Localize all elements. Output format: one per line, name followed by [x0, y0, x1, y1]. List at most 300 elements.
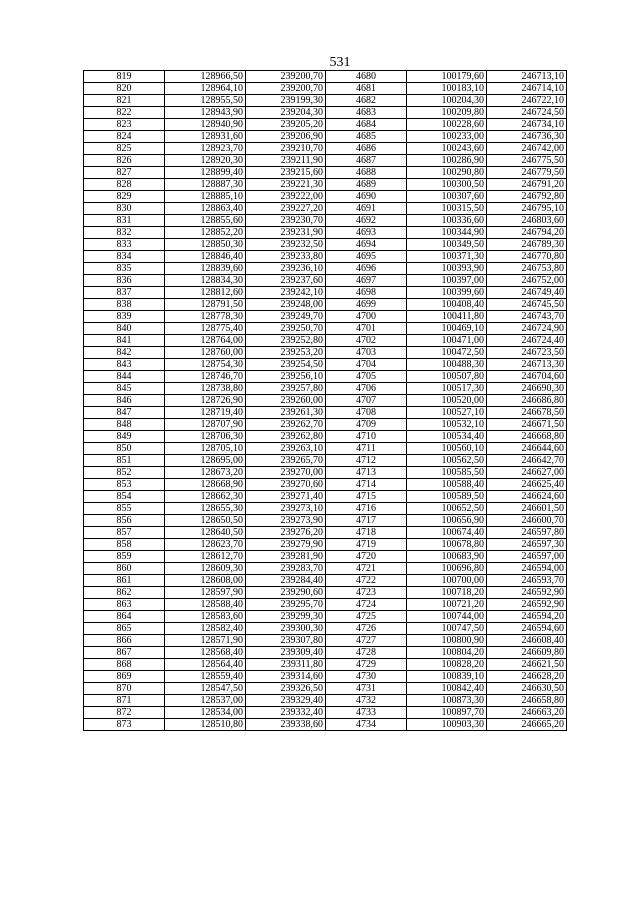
- x-coordinate-left-cell: 128754,30: [165, 359, 246, 371]
- point-number-right-cell: 4698: [326, 287, 407, 299]
- point-number-right-cell: 4717: [326, 515, 407, 527]
- y-coordinate-left-cell: 239199,30: [246, 95, 326, 107]
- table-row: [84, 335, 567, 347]
- point-number-right-cell: 4708: [326, 407, 407, 419]
- x-coordinate-right-cell: 100411,80: [407, 311, 487, 323]
- table-row: [84, 551, 567, 563]
- y-coordinate-right-cell: 246789,30: [487, 239, 567, 251]
- point-number-right-cell: 4703: [326, 347, 407, 359]
- point-number-right-cell: 4719: [326, 539, 407, 551]
- y-coordinate-left-cell: 239273,10: [246, 503, 326, 515]
- point-number-left-cell: 856: [84, 515, 165, 527]
- y-coordinate-left-cell: 239260,00: [246, 395, 326, 407]
- point-number-left-cell: 851: [84, 455, 165, 467]
- x-coordinate-left-cell: 128534,00: [165, 707, 246, 719]
- table-row: [84, 167, 567, 179]
- x-coordinate-left-cell: 128547,50: [165, 683, 246, 695]
- point-number-right-cell: 4701: [326, 323, 407, 335]
- table-row: [84, 107, 567, 119]
- point-number-left-cell: 867: [84, 647, 165, 659]
- x-coordinate-right-cell: 100678,80: [407, 539, 487, 551]
- x-coordinate-right-cell: 100534,40: [407, 431, 487, 443]
- point-number-right-cell: 4685: [326, 131, 407, 143]
- y-coordinate-right-cell: 246745,50: [487, 299, 567, 311]
- x-coordinate-right-cell: 100243,60: [407, 143, 487, 155]
- y-coordinate-right-cell: 246601,50: [487, 503, 567, 515]
- y-coordinate-left-cell: 239283,70: [246, 563, 326, 575]
- point-number-right-cell: 4691: [326, 203, 407, 215]
- x-coordinate-right-cell: 100589,50: [407, 491, 487, 503]
- point-number-left-cell: 834: [84, 251, 165, 263]
- y-coordinate-left-cell: 239250,70: [246, 323, 326, 335]
- x-coordinate-right-cell: 100228,60: [407, 119, 487, 131]
- y-coordinate-right-cell: 246663,20: [487, 707, 567, 719]
- table-row: [84, 143, 567, 155]
- table-row: [84, 179, 567, 191]
- x-coordinate-left-cell: 128655,30: [165, 503, 246, 515]
- y-coordinate-left-cell: 239204,30: [246, 107, 326, 119]
- point-number-right-cell: 4716: [326, 503, 407, 515]
- x-coordinate-right-cell: 100903,30: [407, 719, 487, 731]
- point-number-left-cell: 865: [84, 623, 165, 635]
- y-coordinate-right-cell: 246642,70: [487, 455, 567, 467]
- x-coordinate-right-cell: 100183,10: [407, 83, 487, 95]
- x-coordinate-right-cell: 100656,90: [407, 515, 487, 527]
- x-coordinate-right-cell: 100700,00: [407, 575, 487, 587]
- table-row: [84, 695, 567, 707]
- y-coordinate-right-cell: 246624,60: [487, 491, 567, 503]
- point-number-left-cell: 864: [84, 611, 165, 623]
- y-coordinate-right-cell: 246713,10: [487, 71, 567, 83]
- x-coordinate-left-cell: 128662,30: [165, 491, 246, 503]
- x-coordinate-right-cell: 100696,80: [407, 563, 487, 575]
- point-number-right-cell: 4690: [326, 191, 407, 203]
- x-coordinate-left-cell: 128707,90: [165, 419, 246, 431]
- point-number-left-cell: 845: [84, 383, 165, 395]
- table-row: [84, 347, 567, 359]
- table-row: [84, 671, 567, 683]
- point-number-left-cell: 872: [84, 707, 165, 719]
- point-number-left-cell: 863: [84, 599, 165, 611]
- point-number-right-cell: 4696: [326, 263, 407, 275]
- y-coordinate-right-cell: 246686,80: [487, 395, 567, 407]
- table-row: [84, 527, 567, 539]
- y-coordinate-right-cell: 246743,70: [487, 311, 567, 323]
- table-row: [84, 395, 567, 407]
- table-row: [84, 83, 567, 95]
- point-number-right-cell: 4709: [326, 419, 407, 431]
- table-row: [84, 71, 567, 83]
- table-row: [84, 311, 567, 323]
- y-coordinate-left-cell: 239326,50: [246, 683, 326, 695]
- point-number-right-cell: 4720: [326, 551, 407, 563]
- table-row: [84, 131, 567, 143]
- y-coordinate-right-cell: 246803,60: [487, 215, 567, 227]
- point-number-right-cell: 4684: [326, 119, 407, 131]
- y-coordinate-right-cell: 246594,00: [487, 563, 567, 575]
- point-number-right-cell: 4715: [326, 491, 407, 503]
- table-row: [84, 215, 567, 227]
- point-number-right-cell: 4734: [326, 719, 407, 731]
- table-row: [84, 707, 567, 719]
- x-coordinate-right-cell: 100718,20: [407, 587, 487, 599]
- point-number-left-cell: 833: [84, 239, 165, 251]
- point-number-left-cell: 842: [84, 347, 165, 359]
- y-coordinate-left-cell: 239279,90: [246, 539, 326, 551]
- y-coordinate-left-cell: 239314,60: [246, 671, 326, 683]
- point-number-left-cell: 847: [84, 407, 165, 419]
- point-number-left-cell: 855: [84, 503, 165, 515]
- point-number-right-cell: 4687: [326, 155, 407, 167]
- x-coordinate-left-cell: 128931,60: [165, 131, 246, 143]
- y-coordinate-right-cell: 246770,80: [487, 251, 567, 263]
- table-row: [84, 239, 567, 251]
- point-number-left-cell: 821: [84, 95, 165, 107]
- x-coordinate-left-cell: 128609,30: [165, 563, 246, 575]
- y-coordinate-right-cell: 246597,80: [487, 527, 567, 539]
- x-coordinate-right-cell: 100674,40: [407, 527, 487, 539]
- point-number-left-cell: 822: [84, 107, 165, 119]
- x-coordinate-left-cell: 128726,90: [165, 395, 246, 407]
- point-number-left-cell: 854: [84, 491, 165, 503]
- x-coordinate-right-cell: 100349,50: [407, 239, 487, 251]
- x-coordinate-right-cell: 100828,20: [407, 659, 487, 671]
- table-row: [84, 275, 567, 287]
- point-number-right-cell: 4692: [326, 215, 407, 227]
- y-coordinate-left-cell: 239265,70: [246, 455, 326, 467]
- y-coordinate-left-cell: 239273,90: [246, 515, 326, 527]
- x-coordinate-left-cell: 128887,30: [165, 179, 246, 191]
- table-row: [84, 371, 567, 383]
- page-number: 531: [329, 55, 351, 70]
- x-coordinate-left-cell: 128760,00: [165, 347, 246, 359]
- point-number-right-cell: 4710: [326, 431, 407, 443]
- point-number-left-cell: 843: [84, 359, 165, 371]
- y-coordinate-right-cell: 246597,00: [487, 551, 567, 563]
- x-coordinate-left-cell: 128571,90: [165, 635, 246, 647]
- point-number-left-cell: 868: [84, 659, 165, 671]
- table-row: [84, 287, 567, 299]
- x-coordinate-right-cell: 100344,90: [407, 227, 487, 239]
- table-row: [84, 635, 567, 647]
- table-row: [84, 323, 567, 335]
- x-coordinate-left-cell: 128778,30: [165, 311, 246, 323]
- x-coordinate-left-cell: 128863,40: [165, 203, 246, 215]
- point-number-right-cell: 4722: [326, 575, 407, 587]
- point-number-left-cell: 839: [84, 311, 165, 323]
- y-coordinate-right-cell: 246668,80: [487, 431, 567, 443]
- table-row: [84, 719, 567, 731]
- point-number-right-cell: 4713: [326, 467, 407, 479]
- y-coordinate-right-cell: 246621,50: [487, 659, 567, 671]
- x-coordinate-right-cell: 100683,90: [407, 551, 487, 563]
- table-row: [84, 263, 567, 275]
- x-coordinate-right-cell: 100472,50: [407, 347, 487, 359]
- x-coordinate-right-cell: 100408,40: [407, 299, 487, 311]
- point-number-right-cell: 4718: [326, 527, 407, 539]
- y-coordinate-right-cell: 246724,40: [487, 335, 567, 347]
- point-number-right-cell: 4699: [326, 299, 407, 311]
- point-number-right-cell: 4695: [326, 251, 407, 263]
- point-number-left-cell: 860: [84, 563, 165, 575]
- point-number-right-cell: 4711: [326, 443, 407, 455]
- y-coordinate-left-cell: 239311,80: [246, 659, 326, 671]
- point-number-left-cell: 826: [84, 155, 165, 167]
- y-coordinate-left-cell: 239242,10: [246, 287, 326, 299]
- x-coordinate-right-cell: 100897,70: [407, 707, 487, 719]
- point-number-left-cell: 869: [84, 671, 165, 683]
- point-number-right-cell: 4693: [326, 227, 407, 239]
- table-row: [84, 563, 567, 575]
- point-number-right-cell: 4733: [326, 707, 407, 719]
- y-coordinate-right-cell: 246628,20: [487, 671, 567, 683]
- table-row: [84, 455, 567, 467]
- point-number-left-cell: 819: [84, 71, 165, 83]
- y-coordinate-left-cell: 239205,20: [246, 119, 326, 131]
- y-coordinate-right-cell: 246627,00: [487, 467, 567, 479]
- x-coordinate-right-cell: 100469,10: [407, 323, 487, 335]
- table-row: [84, 683, 567, 695]
- y-coordinate-right-cell: 246722,10: [487, 95, 567, 107]
- y-coordinate-left-cell: 239221,30: [246, 179, 326, 191]
- point-number-right-cell: 4686: [326, 143, 407, 155]
- y-coordinate-left-cell: 239231,90: [246, 227, 326, 239]
- x-coordinate-right-cell: 100520,00: [407, 395, 487, 407]
- point-number-left-cell: 831: [84, 215, 165, 227]
- point-number-left-cell: 849: [84, 431, 165, 443]
- x-coordinate-right-cell: 100399,60: [407, 287, 487, 299]
- table-row: [84, 623, 567, 635]
- table-row: [84, 419, 567, 431]
- point-number-right-cell: 4681: [326, 83, 407, 95]
- y-coordinate-left-cell: 239300,30: [246, 623, 326, 635]
- x-coordinate-left-cell: 128719,40: [165, 407, 246, 419]
- point-number-right-cell: 4702: [326, 335, 407, 347]
- table-row: [84, 191, 567, 203]
- point-number-right-cell: 4732: [326, 695, 407, 707]
- x-coordinate-left-cell: 128608,00: [165, 575, 246, 587]
- table-row: [84, 611, 567, 623]
- table-row: [84, 119, 567, 131]
- y-coordinate-right-cell: 246592,90: [487, 599, 567, 611]
- point-number-left-cell: 870: [84, 683, 165, 695]
- x-coordinate-left-cell: 128955,50: [165, 95, 246, 107]
- point-number-left-cell: 837: [84, 287, 165, 299]
- y-coordinate-right-cell: 246794,20: [487, 227, 567, 239]
- x-coordinate-right-cell: 100286,90: [407, 155, 487, 167]
- point-number-right-cell: 4721: [326, 563, 407, 575]
- x-coordinate-left-cell: 128568,40: [165, 647, 246, 659]
- x-coordinate-left-cell: 128564,40: [165, 659, 246, 671]
- x-coordinate-right-cell: 100336,60: [407, 215, 487, 227]
- table-row: [84, 155, 567, 167]
- y-coordinate-right-cell: 246665,20: [487, 719, 567, 731]
- y-coordinate-left-cell: 239309,40: [246, 647, 326, 659]
- table-row: [84, 599, 567, 611]
- x-coordinate-right-cell: 100507,80: [407, 371, 487, 383]
- y-coordinate-left-cell: 239299,30: [246, 611, 326, 623]
- point-number-right-cell: 4682: [326, 95, 407, 107]
- point-number-left-cell: 835: [84, 263, 165, 275]
- y-coordinate-right-cell: 246752,00: [487, 275, 567, 287]
- y-coordinate-left-cell: 239253,20: [246, 347, 326, 359]
- table-row: [84, 383, 567, 395]
- x-coordinate-left-cell: 128923,70: [165, 143, 246, 155]
- x-coordinate-left-cell: 128812,60: [165, 287, 246, 299]
- y-coordinate-left-cell: 239281,90: [246, 551, 326, 563]
- y-coordinate-left-cell: 239261,30: [246, 407, 326, 419]
- x-coordinate-left-cell: 128705,10: [165, 443, 246, 455]
- x-coordinate-left-cell: 128846,40: [165, 251, 246, 263]
- x-coordinate-right-cell: 100209,80: [407, 107, 487, 119]
- y-coordinate-left-cell: 239237,60: [246, 275, 326, 287]
- x-coordinate-left-cell: 128850,30: [165, 239, 246, 251]
- point-number-left-cell: 820: [84, 83, 165, 95]
- x-coordinate-left-cell: 128839,60: [165, 263, 246, 275]
- x-coordinate-right-cell: 100842,40: [407, 683, 487, 695]
- y-coordinate-right-cell: 246795,10: [487, 203, 567, 215]
- x-coordinate-left-cell: 128834,30: [165, 275, 246, 287]
- x-coordinate-left-cell: 128920,30: [165, 155, 246, 167]
- y-coordinate-left-cell: 239206,90: [246, 131, 326, 143]
- x-coordinate-left-cell: 128623,70: [165, 539, 246, 551]
- y-coordinate-right-cell: 246593,70: [487, 575, 567, 587]
- point-number-left-cell: 873: [84, 719, 165, 731]
- point-number-left-cell: 862: [84, 587, 165, 599]
- point-number-left-cell: 836: [84, 275, 165, 287]
- x-coordinate-right-cell: 100873,30: [407, 695, 487, 707]
- table-row: [84, 251, 567, 263]
- y-coordinate-left-cell: 239215,60: [246, 167, 326, 179]
- y-coordinate-right-cell: 246779,50: [487, 167, 567, 179]
- point-number-left-cell: 858: [84, 539, 165, 551]
- x-coordinate-right-cell: 100744,00: [407, 611, 487, 623]
- y-coordinate-right-cell: 246597,30: [487, 539, 567, 551]
- y-coordinate-right-cell: 246753,80: [487, 263, 567, 275]
- point-number-right-cell: 4697: [326, 275, 407, 287]
- point-number-left-cell: 823: [84, 119, 165, 131]
- point-number-left-cell: 830: [84, 203, 165, 215]
- y-coordinate-right-cell: 246724,90: [487, 323, 567, 335]
- y-coordinate-right-cell: 246592,90: [487, 587, 567, 599]
- y-coordinate-right-cell: 246625,40: [487, 479, 567, 491]
- table-row: [84, 227, 567, 239]
- table-row: [84, 539, 567, 551]
- point-number-left-cell: 850: [84, 443, 165, 455]
- y-coordinate-left-cell: 239271,40: [246, 491, 326, 503]
- point-number-left-cell: 852: [84, 467, 165, 479]
- x-coordinate-left-cell: 128612,70: [165, 551, 246, 563]
- y-coordinate-right-cell: 246791,20: [487, 179, 567, 191]
- point-number-left-cell: 871: [84, 695, 165, 707]
- point-number-left-cell: 857: [84, 527, 165, 539]
- point-number-left-cell: 866: [84, 635, 165, 647]
- point-number-right-cell: 4688: [326, 167, 407, 179]
- y-coordinate-left-cell: 239270,00: [246, 467, 326, 479]
- point-number-left-cell: 848: [84, 419, 165, 431]
- y-coordinate-left-cell: 239262,80: [246, 431, 326, 443]
- coordinates-table: [83, 70, 567, 731]
- y-coordinate-left-cell: 239211,90: [246, 155, 326, 167]
- y-coordinate-right-cell: 246644,60: [487, 443, 567, 455]
- y-coordinate-right-cell: 246678,50: [487, 407, 567, 419]
- x-coordinate-right-cell: 100290,80: [407, 167, 487, 179]
- y-coordinate-left-cell: 239307,80: [246, 635, 326, 647]
- x-coordinate-right-cell: 100560,10: [407, 443, 487, 455]
- x-coordinate-left-cell: 128582,40: [165, 623, 246, 635]
- y-coordinate-left-cell: 239332,40: [246, 707, 326, 719]
- y-coordinate-right-cell: 246671,50: [487, 419, 567, 431]
- y-coordinate-right-cell: 246594,20: [487, 611, 567, 623]
- table-row: [84, 647, 567, 659]
- point-number-right-cell: 4707: [326, 395, 407, 407]
- x-coordinate-right-cell: 100300,50: [407, 179, 487, 191]
- x-coordinate-right-cell: 100532,10: [407, 419, 487, 431]
- point-number-left-cell: 832: [84, 227, 165, 239]
- x-coordinate-left-cell: 128791,50: [165, 299, 246, 311]
- point-number-right-cell: 4689: [326, 179, 407, 191]
- y-coordinate-right-cell: 246658,80: [487, 695, 567, 707]
- point-number-right-cell: 4700: [326, 311, 407, 323]
- y-coordinate-left-cell: 239249,70: [246, 311, 326, 323]
- y-coordinate-left-cell: 239227,20: [246, 203, 326, 215]
- y-coordinate-right-cell: 246736,30: [487, 131, 567, 143]
- point-number-left-cell: 861: [84, 575, 165, 587]
- point-number-right-cell: 4704: [326, 359, 407, 371]
- y-coordinate-right-cell: 246749,40: [487, 287, 567, 299]
- y-coordinate-right-cell: 246742,00: [487, 143, 567, 155]
- x-coordinate-right-cell: 100307,60: [407, 191, 487, 203]
- point-number-right-cell: 4731: [326, 683, 407, 695]
- x-coordinate-left-cell: 128746,70: [165, 371, 246, 383]
- x-coordinate-left-cell: 128559,40: [165, 671, 246, 683]
- point-number-left-cell: 827: [84, 167, 165, 179]
- table-row: [84, 407, 567, 419]
- x-coordinate-left-cell: 128597,90: [165, 587, 246, 599]
- x-coordinate-right-cell: 100839,10: [407, 671, 487, 683]
- point-number-left-cell: 840: [84, 323, 165, 335]
- x-coordinate-right-cell: 100471,00: [407, 335, 487, 347]
- y-coordinate-right-cell: 246713,30: [487, 359, 567, 371]
- x-coordinate-right-cell: 100588,40: [407, 479, 487, 491]
- x-coordinate-left-cell: 128966,50: [165, 71, 246, 83]
- x-coordinate-left-cell: 128885,10: [165, 191, 246, 203]
- x-coordinate-left-cell: 128964,10: [165, 83, 246, 95]
- point-number-left-cell: 838: [84, 299, 165, 311]
- y-coordinate-left-cell: 239276,20: [246, 527, 326, 539]
- y-coordinate-right-cell: 246600,70: [487, 515, 567, 527]
- y-coordinate-right-cell: 246775,50: [487, 155, 567, 167]
- y-coordinate-left-cell: 239210,70: [246, 143, 326, 155]
- x-coordinate-left-cell: 128668,90: [165, 479, 246, 491]
- x-coordinate-right-cell: 100393,90: [407, 263, 487, 275]
- x-coordinate-left-cell: 128852,20: [165, 227, 246, 239]
- x-coordinate-right-cell: 100527,10: [407, 407, 487, 419]
- point-number-left-cell: 825: [84, 143, 165, 155]
- point-number-right-cell: 4724: [326, 599, 407, 611]
- point-number-left-cell: 829: [84, 191, 165, 203]
- x-coordinate-left-cell: 128855,60: [165, 215, 246, 227]
- table-row: [84, 467, 567, 479]
- x-coordinate-left-cell: 128673,20: [165, 467, 246, 479]
- table-row: [84, 95, 567, 107]
- x-coordinate-right-cell: 100179,60: [407, 71, 487, 83]
- point-number-right-cell: 4725: [326, 611, 407, 623]
- x-coordinate-right-cell: 100488,30: [407, 359, 487, 371]
- x-coordinate-left-cell: 128738,80: [165, 383, 246, 395]
- y-coordinate-left-cell: 239262,70: [246, 419, 326, 431]
- point-number-left-cell: 841: [84, 335, 165, 347]
